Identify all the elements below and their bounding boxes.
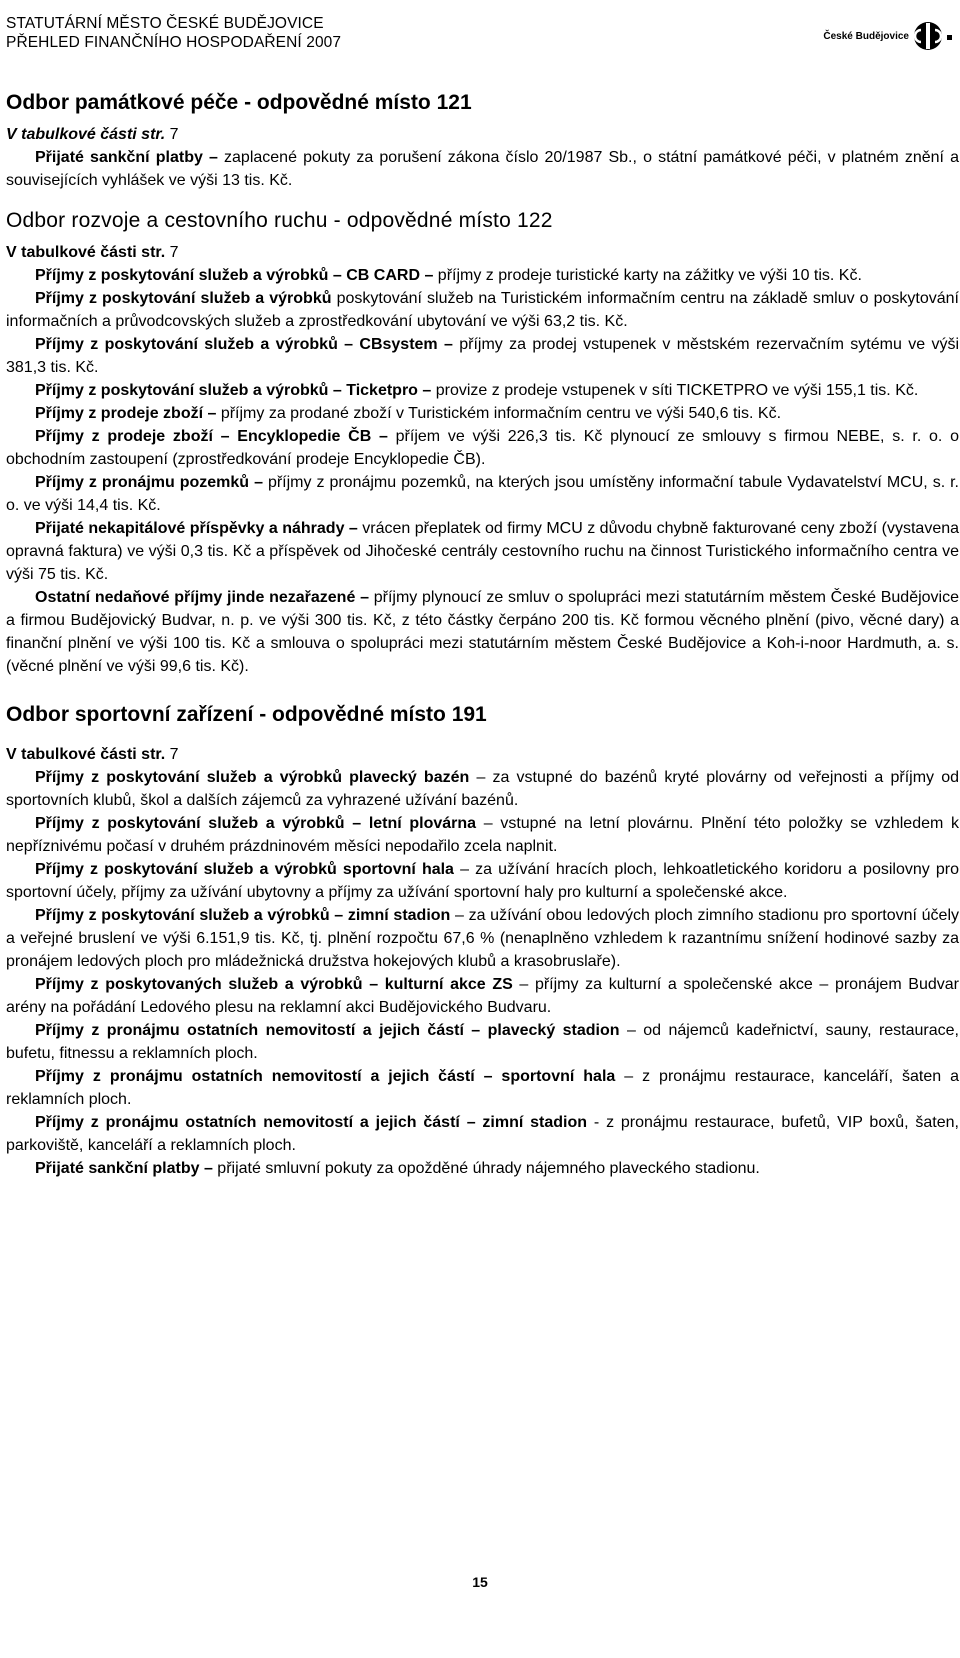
- paragraph: Příjmy z poskytování služeb a výrobků – letní plovárna – vstupné na letní plovárnu. Plnění této položky se vzhledem k nepříznivému počasí v druhém prázdninovém měsíci nepodařilo zcela naplnit.: [6, 815, 960, 855]
- paragraph: Příjmy z pronájmu ostatních nemovitostí a jejich částí – plavecký stadion – od nájemců kadeřnictví, sauny, restaurace, bufetu, fitnessu a reklamních ploch.: [6, 1022, 959, 1062]
- paragraph: Příjmy z poskytování služeb a výrobků – CBsystem – příjmy za prodej vstupenek v městském rezervačním sytému ve výši 381,3 tis. Kč.: [6, 336, 959, 376]
- paragraph: Příjmy z prodeje zboží – Encyklopedie ČB – příjem ve výši 226,3 tis. Kč plynoucí ze smlouvy s firmou NEBE, s. r. o. o obchodním zastoupení (zprostředkování prodeje Encyklopedie ČB).: [6, 428, 960, 468]
- city-emblem-icon: [913, 21, 943, 51]
- paragraph: Příjmy z pronájmu pozemků – příjmy z pronájmu pozemků, na kterých jsou umístěny informační tabule Vydavatelství MCU, s. r. o. ve výši 14,4 tis. Kč.: [6, 474, 960, 514]
- paragraph: Příjmy z pronájmu ostatních nemovitostí a jejich částí – zimní stadion - z pronájmu restaurace, bufetů, VIP boxů, šaten, parkoviště, kanceláří a reklamních ploch.: [6, 1114, 959, 1154]
- paragraph: Přijaté sankční platby – zaplacené pokuty za porušení zákona číslo 20/1987 Sb., o státní památkové péči, v platném znění a souvisejících vyhlášek ve výši 13 tis. Kč.: [6, 149, 960, 189]
- paragraph: Přijaté sankční platby – přijaté smluvní pokuty za opožděné úhrady nájemného plaveckého stadionu.: [35, 1160, 760, 1177]
- paragraph: Příjmy z poskytování služeb a výrobků plavecký bazén – za vstupné do bazénů kryté plovárny od veřejnosti a příjmy od sportovních klubů, škol a dalších zájemců za vyhrazené užívání bazénů.: [6, 769, 959, 809]
- section-191: [6, 700, 959, 1180]
- paragraph: Příjmy z pronájmu ostatních nemovitostí a jejich částí – sportovní hala – z pronájmu restaurace, kanceláří, šaten a reklamních ploch.: [6, 1068, 959, 1108]
- header-subtitle: PŘEHLED FINANČNÍHO HOSPODAŘENÍ 2007: [6, 34, 342, 51]
- table-reference: V tabulkové části str. 7: [6, 244, 179, 261]
- paragraph: Přijaté nekapitálové příspěvky a náhrady – vrácen přeplatek od firmy MCU z důvodu chybně fakturované ceny zboží (vystavena opravná faktura) ve výši 0,3 tis. Kč a příspěvek od Jihočeské centrály cestovního ruchu na činnost Turistického informačního centra ve výši 75 tis. Kč.: [6, 520, 960, 583]
- paragraph: Příjmy z poskytování služeb a výrobků – zimní stadion – za užívání obou ledových ploch zimního stadionu pro sportovní účely a veřejné bruslení ve výši 6.151,9 tis. Kč, tj. plnění rozpočtu 67,6 % (nenaplněno vzhledem k razantnímu snížení hodinové sazby za pronájem ledových ploch pro mládežnická družstva hokejových klubů a krasobruslaře).: [6, 907, 959, 970]
- paragraph: Příjmy z poskytování služeb a výrobků sportovní hala – za užívání hracích ploch, lehkoatletického koridoru a posilovny pro sportovní účely, příjmy za užívání ubytovny a příjmy za užívání sportovní haly pro kulturní a společenské akce.: [6, 861, 959, 901]
- section-121: [6, 88, 959, 192]
- paragraph: Příjmy z prodeje zboží – příjmy za prodané zboží v Turistickém informačním centru ve výši 540,6 tis. Kč.: [35, 405, 782, 422]
- section-122: [6, 206, 959, 678]
- logo-square-icon: [947, 35, 952, 40]
- paragraph: Ostatní nedaňové příjmy jinde nezařazené – příjmy plynoucí ze smluv o spolupráci mezi statutárním městem České Budějovice a firmou Budějovický Budvar, n. p. ve výši 300 tis. Kč, z této částky čerpáno 200 tis. Kč formou věcného plnění (pivo, věcné dary) a finanční plnění ve výši 100 tis. Kč a smlouva o spolupráci mezi statutárním městem České Budějovice a Koh-i-noor Hardmuth, a. s. (věcné plnění ve výši 99,6 tis. Kč).: [6, 589, 960, 675]
- section-heading: Odbor sportovní zařízení - odpovědné místo 191: [6, 703, 487, 726]
- paragraph: Příjmy z poskytování služeb a výrobků poskytování služeb na Turistickém informačním centru na základě smluv o poskytování informačních a průvodcovských služeb a zprostředkování ubytování ve výši 63,2 tis. Kč.: [6, 290, 959, 330]
- page-header: [6, 14, 954, 58]
- paragraph: Příjmy z poskytování služeb a výrobků – Ticketpro – provize z prodeje vstupenek v síti TICKETPRO ve výši 155,1 tis. Kč.: [35, 382, 919, 399]
- table-reference: V tabulkové části str. 7: [6, 746, 179, 763]
- city-logo: [823, 20, 952, 52]
- logo-text: České Budějovice: [823, 30, 909, 42]
- header-title: STATUTÁRNÍ MĚSTO ČESKÉ BUDĚJOVICE: [6, 15, 324, 32]
- paragraph: Příjmy z poskytování služeb a výrobků – CB CARD – příjmy z prodeje turistické karty na zážitky ve výši 10 tis. Kč.: [35, 267, 862, 284]
- document-body: [6, 88, 959, 1180]
- table-reference: V tabulkové části str. 7: [6, 126, 179, 143]
- paragraph: Příjmy z poskytovaných služeb a výrobků – kulturní akce ZS – příjmy za kulturní a společenské akce – pronájem Budvar arény na pořádání Ledového plesu na reklamní akci Budějovického Budvaru.: [6, 976, 959, 1016]
- section-heading: Odbor rozvoje a cestovního ruchu - odpovědné místo 122: [6, 209, 553, 232]
- page-number: 15: [472, 1574, 488, 1590]
- section-heading: Odbor památkové péče - odpovědné místo 121: [6, 91, 472, 114]
